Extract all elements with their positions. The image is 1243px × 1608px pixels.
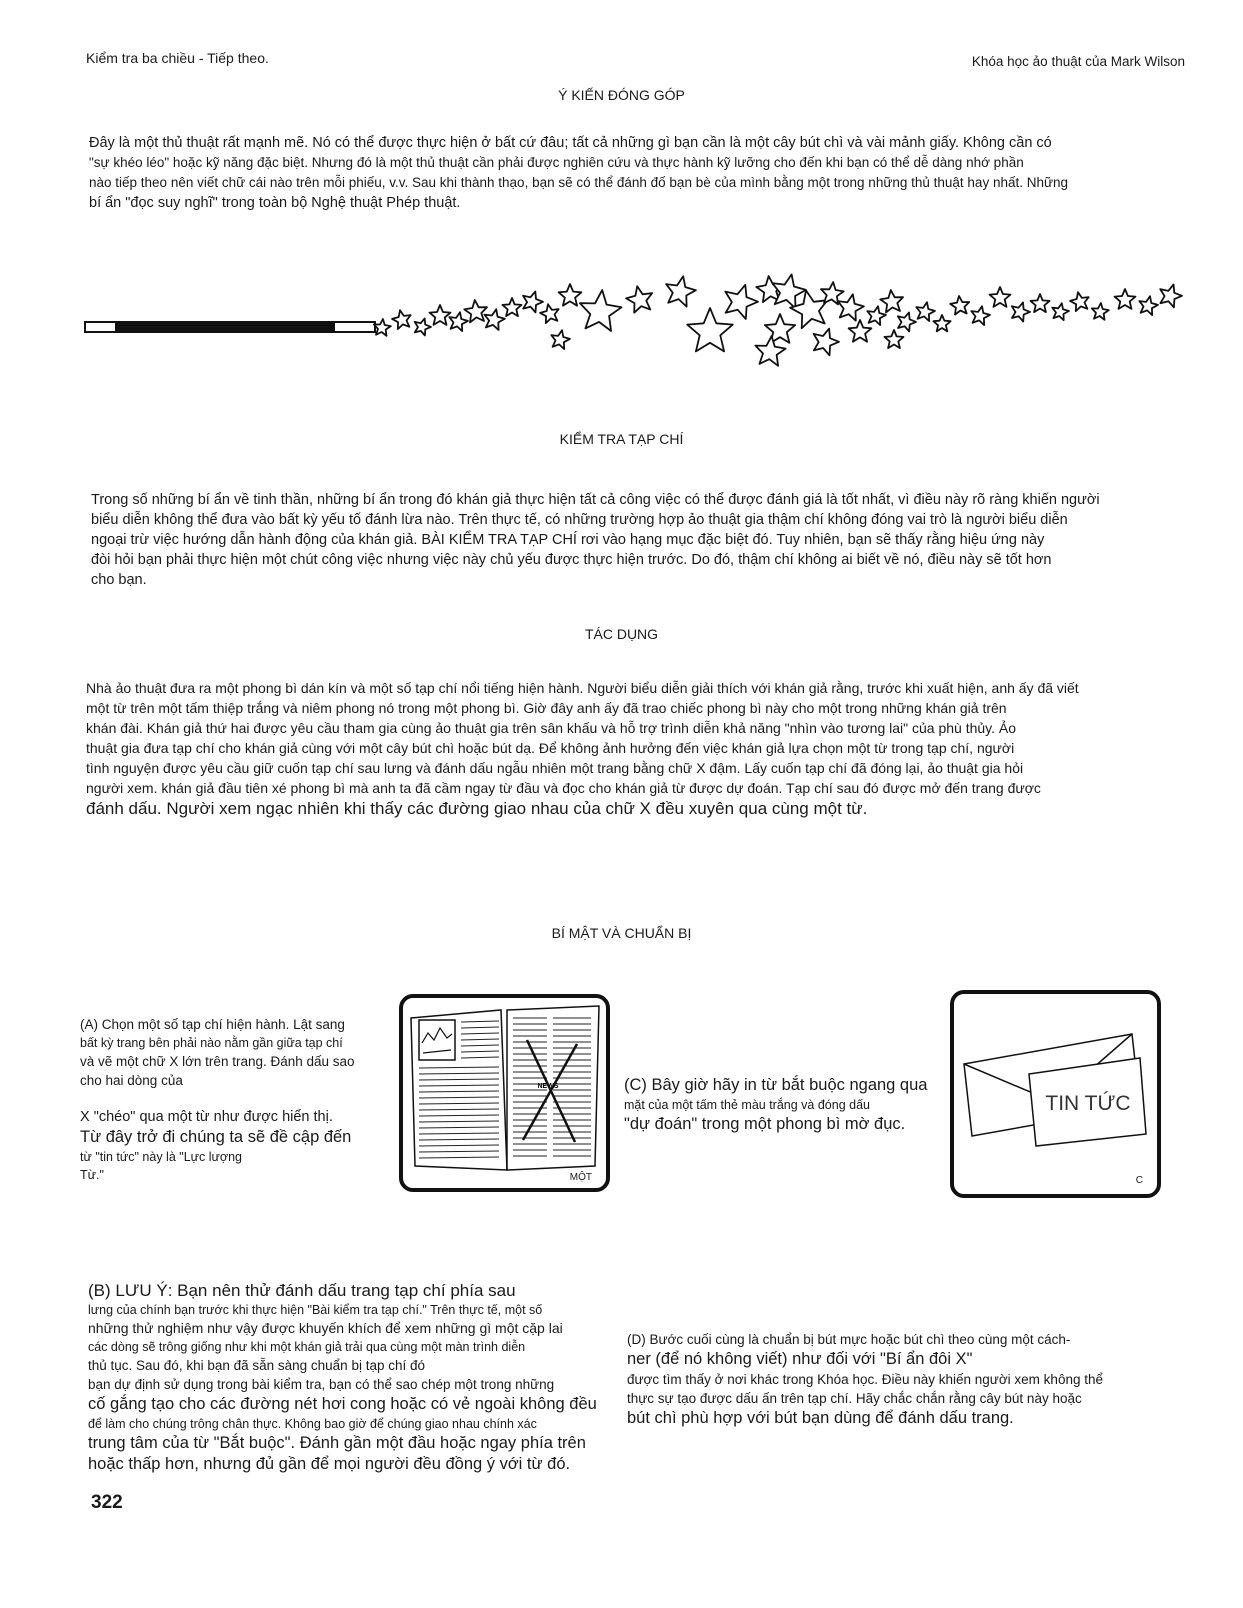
star-shape bbox=[725, 285, 758, 319]
magazine-text-line bbox=[461, 1057, 499, 1058]
magazine-text-line bbox=[419, 1121, 499, 1122]
magazine-text-line bbox=[419, 1109, 499, 1110]
paragraph-line: "sự khéo léo" hoặc kỹ năng đặc biệt. Nhưng đó là một thủ thuật cần phải được nghiên cứu và thực hành kỹ lưỡng cho đến khi bạn có thể dễ dàng nhớ phần bbox=[89, 155, 1024, 170]
star-shape bbox=[990, 287, 1011, 307]
prediction-card-word: TIN TỨC bbox=[1045, 1092, 1131, 1115]
secret-preparation-title: BÍ MẬT VÀ CHUẨN BỊ bbox=[551, 925, 692, 941]
paragraph-line: người xem. khán giả đầu tiên xé phong bì mà anh ta đã cầm ngay từ đầu và đọc cho khán giả từ được dự đoán. Tạp chí sau đó được mở đến trang được bbox=[86, 780, 1041, 796]
magazine-text-line bbox=[461, 1051, 499, 1052]
magazine-text-line bbox=[419, 1079, 499, 1080]
magazine-text-line bbox=[419, 1157, 499, 1158]
running-header-left: Kiểm tra ba chiều - Tiếp theo. bbox=[86, 50, 269, 66]
magazine-text-line bbox=[461, 1033, 499, 1034]
comments-paragraph bbox=[89, 133, 1199, 213]
step-line: để làm cho chúng trông chân thực. Không bao giờ để chúng giao nhau chính xác bbox=[88, 1417, 537, 1431]
paragraph-line: tình nguyện được yêu cầu giữ cuốn tạp chí sau lưng và đánh dấu ngẫu nhiên một trang bằng chữ X đậm. Lấy cuốn tạp chí đã đóng lại, ảo thuật gia hỏi bbox=[86, 760, 1024, 776]
star-shape bbox=[415, 318, 431, 335]
star-shape bbox=[1012, 302, 1030, 321]
step-line: trung tâm của từ "Bắt buộc". Đánh gần một đầu hoặc ngay phía trên bbox=[88, 1434, 586, 1452]
step-line: được tìm thấy ở nơi khác trong Khóa học. Điều này khiến người xem không thể bbox=[627, 1372, 1103, 1387]
paragraph-line: Trong số những bí ẩn về tinh thần, những bí ẩn trong đó khán giả thực hiện tất cả công việc có thể được đánh giá là tốt nhất, vì điều này rõ ràng khiến người bbox=[91, 492, 1100, 508]
star-shape bbox=[503, 298, 522, 316]
step-line: thực sự tạo được dấu ấn trên tạp chí. Hãy chắc chắn rằng cây bút này hoặc bbox=[627, 1391, 1082, 1406]
magazine-text-line bbox=[419, 1145, 499, 1146]
paragraph-line: một từ trên một tấm thiệp trắng và niêm phong nó trong một phong bì. Giờ đây anh ấy đã trao chiếc phong bì này cho một trong những khán giả trên bbox=[86, 700, 1007, 716]
step-line: những thử nghiệm như vậy được khuyến khích để xem những gì một cặp lai bbox=[88, 1320, 563, 1336]
star-shape bbox=[559, 284, 582, 306]
magazine-text-line bbox=[419, 1151, 499, 1152]
paragraph-line: cho bạn. bbox=[91, 572, 147, 588]
star-shape bbox=[666, 276, 696, 306]
magazine-text-line bbox=[419, 1103, 499, 1104]
star-shape bbox=[523, 292, 543, 313]
star-shape bbox=[551, 330, 570, 349]
step-line: Từ đây trở đi chúng ta sẽ đề cập đến bbox=[80, 1128, 352, 1146]
step-line: mặt của một tấm thẻ màu trắng và đóng dấu bbox=[624, 1098, 870, 1112]
star-shape bbox=[933, 315, 950, 331]
step-line: ner (để nó không viết) như đối với "Bí ẩn đôi X" bbox=[627, 1350, 973, 1368]
star-shape bbox=[1115, 289, 1136, 309]
step-line: (C) Bây giờ hãy in từ bắt buộc ngang qua bbox=[624, 1076, 928, 1094]
envelope-card-drawing bbox=[954, 994, 1157, 1194]
star-shape bbox=[916, 302, 935, 321]
star-shape bbox=[950, 296, 969, 315]
step-b-text bbox=[88, 1280, 618, 1475]
magazine-headline: NEWS bbox=[537, 1083, 559, 1090]
star-shape bbox=[1052, 303, 1069, 320]
magazine-text-line bbox=[419, 1133, 499, 1134]
paragraph-line: thuật gia đưa tạp chí cho khán giả cùng với một cây bút chì hoặc bút dạ. Để không ảnh hưởng đến việc khán giả lựa chọn một từ trong tạp chí, người bbox=[86, 740, 1015, 756]
paragraph-line: Nhà ảo thuật đưa ra một phong bì dán kín và một số tạp chí nổi tiếng hiện hành. Người biểu diễn giải thích với khán giả rằng, trước khi xuất hiện, anh ấy đã viết bbox=[86, 680, 1079, 696]
step-line: cố gắng tạo cho các đường nét hơi cong hoặc có vẻ ngoài không đều bbox=[88, 1395, 597, 1413]
star-shape bbox=[1092, 303, 1109, 320]
magazine-text-line bbox=[461, 1039, 499, 1040]
page-number: 322 bbox=[91, 1492, 123, 1513]
step-line: các dòng sẽ trông giống như khi một khán giả trải qua cùng một màn trình diễn bbox=[88, 1340, 526, 1354]
step-line: (B) LƯU Ý: Bạn nên thử đánh dấu trang tạp chí phía sau bbox=[88, 1281, 516, 1300]
magazine-text-line bbox=[419, 1097, 499, 1098]
magazine-text-line bbox=[461, 1021, 499, 1022]
paragraph-line: khán đài. Khán giả thứ hai được yêu cầu tham gia cùng ảo thuật gia trên sân khấu và hỗ trợ trình diễn khả năng "nhìn vào tương lai" của phù thủy. Ảo bbox=[86, 720, 1017, 736]
star-shape bbox=[1160, 285, 1182, 308]
step-line: bút chì phù hợp với bút bạn dùng để đánh dấu trang. bbox=[627, 1409, 1014, 1427]
magazine-text-line bbox=[419, 1085, 499, 1086]
step-line: hoặc thấp hơn, nhưng đủ gần để mọi người đều đồng ý với từ đó. bbox=[88, 1455, 571, 1473]
magazine-text-line bbox=[461, 1027, 499, 1028]
star-shape bbox=[971, 306, 990, 325]
step-line: thủ tục. Sau đó, khi bạn đã sẵn sàng chuẩn bị tạp chí đó bbox=[88, 1358, 425, 1373]
figure-c-label: C bbox=[1135, 1175, 1143, 1186]
step-line: lưng của chính bạn trước khi thực hiện "Bài kiểm tra tạp chí." Trên thực tế, một số bbox=[88, 1303, 543, 1317]
effect-paragraph bbox=[86, 678, 1206, 820]
star-shape bbox=[1031, 294, 1050, 312]
step-line: (D) Bước cuối cùng là chuẩn bị bút mực hoặc bút chì theo cùng một cách- bbox=[627, 1332, 1071, 1347]
step-line: từ "tin tức" này là "Lực lượng bbox=[80, 1150, 242, 1164]
step-line: bạn dự định sử dụng trong bài kiểm tra, bạn có thể sao chép một trong những bbox=[88, 1377, 555, 1392]
paragraph-line: biểu diễn không thể đưa vào bất kỳ yếu tố đánh lừa nào. Trên thực tế, có những trường hợp ảo thuật gia thậm chí không đóng vai trò là người biểu diễn bbox=[91, 512, 1068, 528]
magazine-text-line bbox=[419, 1091, 499, 1092]
magazine-text-line bbox=[419, 1115, 499, 1116]
star-shape bbox=[484, 309, 505, 330]
step-d-text bbox=[627, 1330, 1167, 1429]
star-shape bbox=[392, 310, 411, 329]
star-shape bbox=[580, 290, 622, 331]
step-line: X "chéo" qua một từ như được hiển thị. bbox=[80, 1109, 333, 1125]
paragraph-line: Đây là một thủ thuật rất mạnh mẽ. Nó có thể được thực hiện ở bất cứ đâu; tất cả những gì bạn cần là một cây bút chì và vài mảnh giấy. Không cần có bbox=[89, 135, 1052, 151]
paragraph-line: đòi hỏi bạn phải thực hiện một chút công việc nhưng việc này chủ yếu được thực hiện trước. Do đó, thậm chí không ai biết về nó, điều này sẽ tốt hơn bbox=[91, 552, 1052, 568]
star-shape bbox=[449, 312, 468, 331]
star-shape bbox=[626, 286, 652, 312]
magazine-text-line bbox=[419, 1073, 499, 1074]
star-shape bbox=[880, 290, 903, 312]
magazine-text-line bbox=[461, 1045, 499, 1046]
star-shape bbox=[687, 308, 733, 351]
star-shape bbox=[1070, 292, 1089, 311]
magazine-x-drawing bbox=[403, 998, 606, 1188]
magazine-test-title: KIỂM TRA TẠP CHÍ bbox=[559, 431, 684, 447]
figure-a-magazine bbox=[399, 994, 610, 1192]
paragraph-line: ngoại trừ việc hướng dẫn hành động của khán giả. BÀI KIỂM TRA TẠP CHÍ rơi vào hạng mục đặc biệt đó. Tuy nhiên, bạn sẽ thấy rằng hiệu ứng này bbox=[91, 532, 1045, 548]
paragraph-line: nào tiếp theo nên viết chữ cái nào trên mỗi phiếu, v.v. Sau khi thành thạo, bạn sẽ có thể đánh đố bạn bè của mình bằng một trong những thủ thuật hay nhất. Những bbox=[89, 175, 1069, 190]
magazine-text-line bbox=[419, 1067, 499, 1068]
magazine-text-line bbox=[419, 1139, 499, 1140]
star-shape bbox=[755, 336, 785, 366]
step-line: "dự đoán" trong một phong bì mờ đục. bbox=[624, 1115, 906, 1133]
star-shape bbox=[374, 319, 391, 336]
paragraph-line: bí ẩn "đọc suy nghĩ" trong toàn bộ Nghệ thuật Phép thuật. bbox=[89, 195, 461, 211]
star-shape bbox=[838, 294, 864, 320]
star-shape bbox=[540, 304, 559, 323]
star-shape bbox=[885, 330, 904, 348]
step-line: và vẽ một chữ X lớn trên trang. Đánh dấu sao bbox=[80, 1054, 355, 1069]
magazine-test-paragraph bbox=[91, 490, 1191, 590]
magic-wand-stars-illustration bbox=[80, 272, 1195, 382]
star-shape bbox=[814, 329, 839, 356]
effect-title: TÁC DỤNG bbox=[584, 626, 659, 642]
star-shape bbox=[430, 305, 451, 325]
step-line: Từ." bbox=[80, 1168, 104, 1182]
star-shape bbox=[867, 306, 886, 325]
step-a-text bbox=[80, 1015, 400, 1184]
star-shape bbox=[898, 312, 916, 331]
figure-c-envelope bbox=[950, 990, 1161, 1198]
paragraph-line: đánh dấu. Người xem ngạc nhiên khi thấy các đường giao nhau của chữ X đều xuyên qua cùng một từ. bbox=[86, 799, 868, 818]
step-line: (A) Chọn một số tạp chí hiện hành. Lật sang bbox=[80, 1017, 345, 1032]
comments-title: Ý KIẾN ĐÓNG GÓP bbox=[558, 87, 685, 103]
star-shape bbox=[464, 300, 487, 322]
step-c-text bbox=[624, 1075, 944, 1135]
magazine-text-line bbox=[419, 1127, 499, 1128]
step-line: bất kỳ trang bên phải nào nằm gần giữa tạp chí bbox=[80, 1036, 343, 1050]
figure-a-label: MỘT bbox=[569, 1172, 592, 1183]
running-header-right: Khóa học ảo thuật của Mark Wilson bbox=[971, 54, 1185, 69]
step-line: cho hai dòng của bbox=[80, 1073, 183, 1088]
star-shape bbox=[1139, 296, 1158, 315]
